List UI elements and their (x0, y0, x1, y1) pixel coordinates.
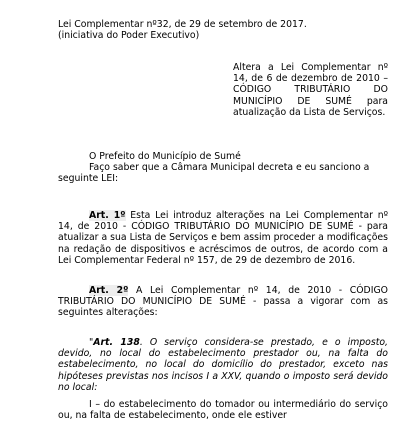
article-2 (58, 285, 388, 319)
law-initiative: (iniciativa do Poder Executivo) (58, 30, 200, 42)
ementa: Altera a Lei Complementar nº 14, de 6 de dezembro de 2010 – CÓDIGO TRIBUTÁRIO DO MUNICÍPIO DE SUMÉ para atualização da Lista de Serviços. (233, 62, 388, 118)
preamble (58, 151, 388, 185)
article-1-text: Esta Lei introduz alterações na Lei Complementar nº 14, de 2010 - CÓDIGO TRIBUTÁRIO DO MUNICÍPIO DE SUMÉ - para atualizar a sua Lista de Serviços e bem assim proceder a modificações na redação de dispositivos e acréscimos de outros, de acordo com a Lei Complementar Federal nº 157, de 29 de dezembro de 2016. (58, 210, 388, 266)
article-1 (58, 210, 388, 266)
article-138-text: . O serviço considera-se prestado, e o imposto, devido, no local do estabelecimento prestador ou, na falta do estabelecimento, no local do domicílio do prestador, exceto nas hipóteses previstas nos incisos I a XXV, quando o imposto será devido no local: (58, 337, 388, 393)
article-138 (58, 337, 388, 393)
law-header (58, 19, 378, 41)
article-2-label: Art. 2º (89, 285, 129, 296)
article-1-label: Art. 1º (89, 210, 126, 221)
article-138-label: Art. 138 (93, 337, 140, 348)
preamble-mayor: O Prefeito do Município de Sumé (89, 151, 241, 162)
preamble-enactment: Faço saber que a Câmara Municipal decreta e eu sanciono a seguinte LEI: (58, 162, 370, 185)
inciso-1: I – do estabelecimento do tomador ou intermediário do serviço ou, na falta de estabelecimento, onde ele estiver (58, 399, 388, 421)
article-2-text: A Lei Complementar nº 14, de 2010 - CÓDIGO TRIBUTÁRIO DO MUNICÍPIO DE SUMÉ - passa a vigorar com as seguintes alterações: (58, 285, 388, 319)
article-138-quote: " (89, 337, 94, 348)
law-title: Lei Complementar nº32, de 29 de setembro de 2017. (58, 19, 307, 30)
